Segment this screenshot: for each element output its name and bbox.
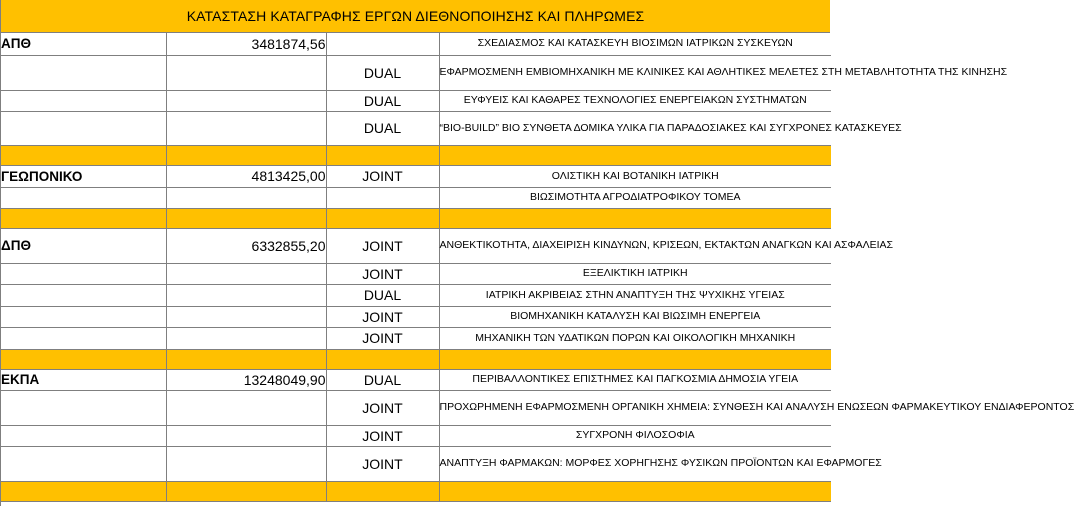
- amount-cell[interactable]: 13248049,90: [166, 369, 326, 390]
- table-row: [1, 111, 831, 145]
- separator-cell[interactable]: [166, 208, 326, 228]
- amount-cell[interactable]: [166, 425, 326, 446]
- separator-cell[interactable]: [326, 481, 439, 501]
- separator-cell[interactable]: [166, 481, 326, 501]
- separator-cell[interactable]: [439, 349, 831, 369]
- separator-cell[interactable]: [326, 208, 439, 228]
- institution-cell[interactable]: [1, 425, 166, 446]
- amount-cell[interactable]: 6332855,20: [166, 228, 326, 263]
- project-title-cell[interactable]: ΣΧΕΔΙΑΣΜΟΣ ΚΑΙ ΚΑΤΑΣΚΕΥΗ ΒΙΟΣΙΜΩΝ ΙΑΤΡΙΚΩΝ ΣΥΣΚΕΥΩΝ: [439, 33, 831, 55]
- amount-cell[interactable]: [166, 111, 326, 145]
- institution-cell[interactable]: [1, 111, 166, 145]
- table-row: [1, 284, 831, 306]
- institution-cell[interactable]: ΑΠΘ: [1, 33, 166, 55]
- project-title-cell[interactable]: “BIO-BUILD” ΒΙΟ ΣΥΝΘΕΤΑ ΔΟΜΙΚΑ ΥΛΙΚΑ ΓΙΑ ΠΑΡΑΔΟΣΙΑΚΕΣ ΚΑΙ ΣΥΓΧΡΟΝΕΣ ΚΑΤΑΣΚΕΥΕΣ: [439, 111, 831, 145]
- separator-row: [1, 208, 831, 228]
- separator-cell[interactable]: [326, 349, 439, 369]
- project-title-cell[interactable]: ΑΝΘΕΚΤΙΚΟΤΗΤΑ, ΔΙΑΧΕΙΡΙΣΗ ΚΙΝΔΥΝΩΝ, ΚΡΙΣΕΩΝ, ΕΚΤΑΚΤΩΝ ΑΝΑΓΚΩΝ ΚΑΙ ΑΣΦΑΛΕΙΑΣ: [439, 228, 831, 263]
- amount-cell[interactable]: [166, 90, 326, 111]
- table-row: [1, 228, 831, 263]
- separator-cell[interactable]: [1, 481, 166, 501]
- separator-cell[interactable]: [1, 208, 166, 228]
- table-row: [1, 165, 831, 187]
- program-type-cell[interactable]: [326, 187, 439, 208]
- table-row: [1, 187, 831, 208]
- program-type-cell[interactable]: JOINT: [326, 327, 439, 349]
- separator-cell[interactable]: [439, 208, 831, 228]
- table-row: [1, 327, 831, 349]
- amount-cell[interactable]: 3481874,56: [166, 33, 326, 55]
- institution-cell[interactable]: [1, 90, 166, 111]
- institution-cell[interactable]: [1, 284, 166, 306]
- program-type-cell[interactable]: DUAL: [326, 90, 439, 111]
- table-row: [1, 263, 831, 284]
- separator-cell[interactable]: [1, 349, 166, 369]
- project-title-cell[interactable]: ΒΙΟΜΗΧΑΝΙΚΗ ΚΑΤΑΛΥΣΗ ΚΑΙ ΒΙΩΣΙΜΗ ΕΝΕΡΓΕΙΑ: [439, 306, 831, 327]
- amount-cell[interactable]: [166, 446, 326, 481]
- project-title-cell[interactable]: ΑΝΑΠΤΥΞΗ ΦΑΡΜΑΚΩΝ: ΜΟΡΦΕΣ ΧΟΡΗΓΗΣΗΣ ΦΥΣΙΚΩΝ ΠΡΟΪΟΝΤΩΝ ΚΑΙ ΕΦΑΡΜΟΓΕΣ: [439, 446, 831, 481]
- amount-cell[interactable]: [166, 390, 326, 425]
- amount-cell[interactable]: 4813425,00: [166, 165, 326, 187]
- project-title-cell[interactable]: ΣΥΓΧΡΟΝΗ ΦΙΛΟΣΟΦΙΑ: [439, 425, 831, 446]
- amount-cell[interactable]: [166, 284, 326, 306]
- program-type-cell[interactable]: [326, 33, 439, 55]
- amount-cell[interactable]: [166, 187, 326, 208]
- table-row: [1, 425, 831, 446]
- institution-cell[interactable]: ΓΕΩΠΟΝΙΚΟ: [1, 165, 166, 187]
- institution-cell[interactable]: [1, 390, 166, 425]
- program-type-cell[interactable]: DUAL: [326, 111, 439, 145]
- institution-cell[interactable]: [1, 187, 166, 208]
- program-type-cell[interactable]: JOINT: [326, 446, 439, 481]
- table-row: [1, 55, 831, 90]
- institution-cell[interactable]: ΔΠΘ: [1, 228, 166, 263]
- institution-cell[interactable]: [1, 263, 166, 284]
- project-title-cell[interactable]: ΕΞΕΛΙΚΤΙΚΗ ΙΑΤΡΙΚΗ: [439, 263, 831, 284]
- project-title-cell[interactable]: ΠΡΟΧΩΡΗΜΕΝΗ ΕΦΑΡΜΟΣΜΕΝΗ ΟΡΓΑΝΙΚΗ ΧΗΜΕΙΑ: ΣΥΝΘΕΣΗ ΚΑΙ ΑΝΑΛΥΣΗ ΕΝΩΣΕΩΝ ΦΑΡΜΑΚΕΥΤΙΚΟΥ ΕΝΔΙΑΦΕΡΟΝΤΟΣ: [439, 390, 831, 425]
- program-type-cell[interactable]: JOINT: [326, 165, 439, 187]
- institution-cell[interactable]: [1, 55, 166, 90]
- separator-row: [1, 349, 831, 369]
- table-row: [1, 446, 831, 481]
- institution-cell[interactable]: [1, 446, 166, 481]
- project-title-cell[interactable]: ΙΑΤΡΙΚΗ ΑΚΡΙΒΕΙΑΣ ΣΤΗΝ ΑΝΑΠΤΥΞΗ ΤΗΣ ΨΥΧΙΚΗΣ ΥΓΕΙΑΣ: [439, 284, 831, 306]
- project-title-cell[interactable]: ΒΙΩΣΙΜΟΤΗΤΑ ΑΓΡΟΔΙΑΤΡΟΦΙΚΟΥ ΤΟΜΕΑ: [439, 187, 831, 208]
- separator-cell[interactable]: [439, 145, 831, 165]
- amount-cell[interactable]: [166, 306, 326, 327]
- separator-cell[interactable]: [166, 349, 326, 369]
- amount-cell[interactable]: [166, 55, 326, 90]
- amount-cell[interactable]: [166, 327, 326, 349]
- separator-cell[interactable]: [439, 481, 831, 501]
- table-row: [1, 90, 831, 111]
- table-row: [1, 369, 831, 390]
- program-type-cell[interactable]: JOINT: [326, 425, 439, 446]
- sheet-title-row[interactable]: [1, 0, 830, 33]
- project-title-cell[interactable]: ΜΗΧΑΝΙΚΗ ΤΩΝ ΥΔΑΤΙΚΩΝ ΠΟΡΩΝ ΚΑΙ ΟΙΚΟΛΟΓΙΚΗ ΜΗΧΑΝΙΚΗ: [439, 327, 831, 349]
- separator-row: [1, 145, 831, 165]
- program-type-cell[interactable]: DUAL: [326, 284, 439, 306]
- project-title-cell[interactable]: ΟΛΙΣΤΙΚΗ ΚΑΙ ΒΟΤΑΝΙΚΗ ΙΑΤΡΙΚΗ: [439, 165, 831, 187]
- program-type-cell[interactable]: JOINT: [326, 306, 439, 327]
- projects-table: [1, 33, 1074, 502]
- sheet-title: ΚΑΤΑΣΤΑΣΗ ΚΑΤΑΓΡΑΦΗΣ ΕΡΓΩΝ ΔΙΕΘΝΟΠΟΙΗΣΗΣ ΚΑΙ ΠΛΗΡΩΜΕΣ: [186, 8, 645, 24]
- separator-cell[interactable]: [1, 145, 166, 165]
- program-type-cell[interactable]: JOINT: [326, 263, 439, 284]
- project-title-cell[interactable]: ΠΕΡΙΒΑΛΛΟΝΤΙΚΕΣ ΕΠΙΣΤΗΜΕΣ ΚΑΙ ΠΑΓΚΟΣΜΙΑ ΔΗΜΟΣΙΑ ΥΓΕΙΑ: [439, 369, 831, 390]
- institution-cell[interactable]: ΕΚΠΑ: [1, 369, 166, 390]
- table-row: [1, 306, 831, 327]
- separator-row: [1, 481, 831, 501]
- separator-cell[interactable]: [326, 145, 439, 165]
- separator-cell[interactable]: [166, 145, 326, 165]
- program-type-cell[interactable]: DUAL: [326, 55, 439, 90]
- amount-cell[interactable]: [166, 263, 326, 284]
- institution-cell[interactable]: [1, 327, 166, 349]
- project-title-cell[interactable]: ΕΥΦΥΕΙΣ ΚΑΙ ΚΑΘΑΡΕΣ ΤΕΧΝΟΛΟΓΙΕΣ ΕΝΕΡΓΕΙΑΚΩΝ ΣΥΣΤΗΜΑΤΩΝ: [439, 90, 831, 111]
- program-type-cell[interactable]: JOINT: [326, 390, 439, 425]
- table-row: [1, 390, 831, 425]
- project-title-cell[interactable]: ΕΦΑΡΜΟΣΜΕΝΗ ΕΜΒΙΟΜΗΧΑΝΙΚΗ ΜΕ ΚΛΙΝΙΚΕΣ ΚΑΙ ΑΘΛΗΤΙΚΕΣ ΜΕΛΕΤΕΣ ΣΤΗ ΜΕΤΑΒΛΗΤΟΤΗΤΑ ΤΗΣ ΚΙΝΗΣΗΣ: [439, 55, 831, 90]
- institution-cell[interactable]: [1, 306, 166, 327]
- program-type-cell[interactable]: DUAL: [326, 369, 439, 390]
- program-type-cell[interactable]: JOINT: [326, 228, 439, 263]
- table-row: [1, 33, 831, 55]
